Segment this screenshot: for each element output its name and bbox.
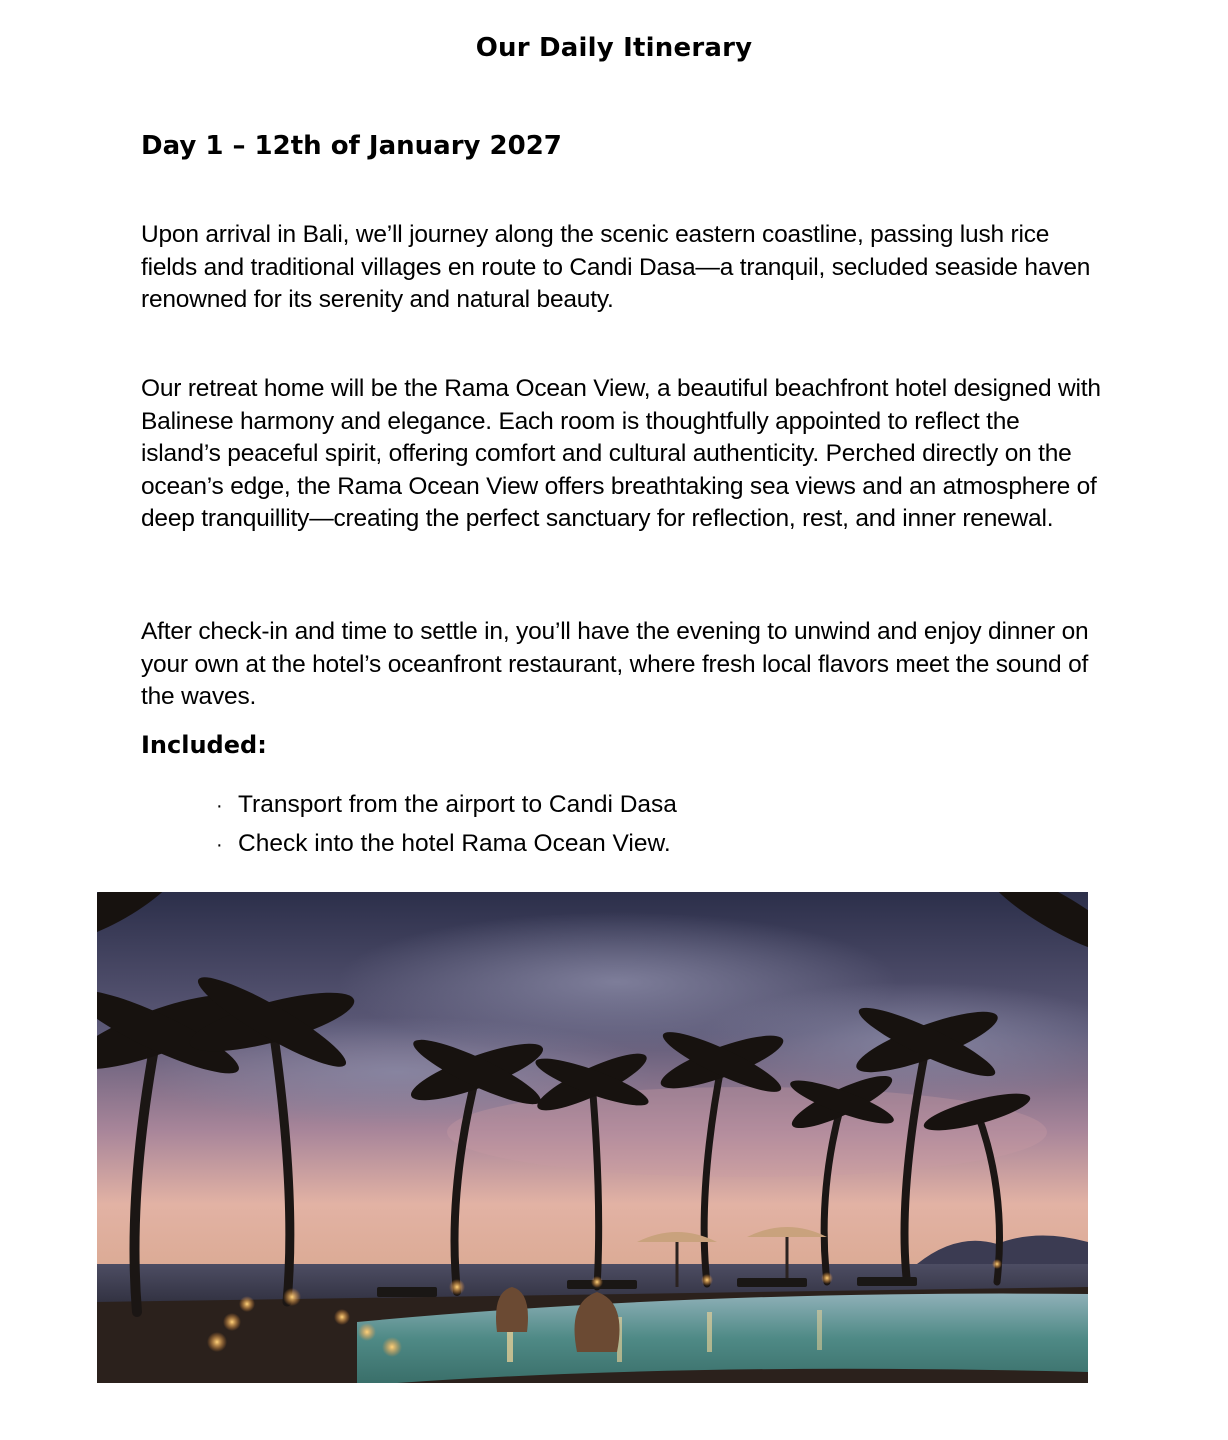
list-item <box>216 825 677 864</box>
included-list <box>216 786 677 864</box>
list-item <box>216 786 677 825</box>
list-item-text: Transport from the airport to Candi Dasa <box>238 791 677 818</box>
day-heading: Day 1 – 12th of January 2027 <box>141 131 562 161</box>
included-label: Included: <box>141 731 267 759</box>
hotel-paragraph: Our retreat home will be the Rama Ocean View, a beautiful beachfront hotel designed with Balinese harmony and elegance. Each room is thoughtfully appointed to reflect the island’s peaceful spirit, offering comfort and cultural authenticity. Perched directly on the ocean’s edge, the Rama Ocean View offers breathtaking sea views and an atmosphere of deep tranquillity—creating the perfect sanctuary for reflection, rest, and inner renewal. <box>141 375 1101 532</box>
list-item-text: Check into the hotel Rama Ocean View. <box>238 830 671 857</box>
bullet-icon: · <box>216 834 223 856</box>
bullet-icon: · <box>216 795 223 817</box>
evening-paragraph: After check-in and time to settle in, you’ll have the evening to unwind and enjoy dinner on your own at the hotel’s oceanfront restaurant, where fresh local flavors meet the sound of the waves. <box>141 618 1089 710</box>
hotel-photo <box>97 892 1088 1383</box>
beach-sunset-photo <box>97 892 1088 1383</box>
intro-paragraph: Upon arrival in Bali, we’ll journey along the scenic eastern coastline, passing lush rice fields and traditional villages en route to Candi Dasa—a tranquil, secluded seaside haven renowned for its serenity and natural beauty. <box>141 221 1091 313</box>
page-title: Our Daily Itinerary <box>475 33 753 63</box>
